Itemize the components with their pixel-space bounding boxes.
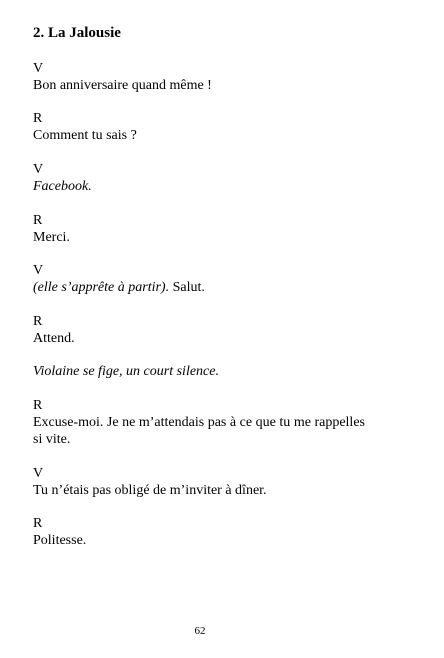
dialogue-line xyxy=(33,279,205,296)
dialogue-line-italic: Facebook. xyxy=(33,179,92,194)
dialogue-text: Salut. xyxy=(169,280,205,295)
section-title: 2. La Jalousie xyxy=(33,25,121,41)
speaker-label: V xyxy=(33,61,44,76)
speaker-label: R xyxy=(33,516,43,531)
dialogue-line: Politesse. xyxy=(33,533,87,548)
dialogue-line: Comment tu sais ? xyxy=(33,128,137,143)
dialogue-line: Bon anniversaire quand même ! xyxy=(33,78,212,93)
speaker-label: R xyxy=(33,111,43,126)
stage-direction: Violaine se fige, un court silence. xyxy=(33,364,219,379)
dialogue-paragraph: Excuse-moi. Je ne m’attendais pas à ce que tu me rappelles si vite. xyxy=(33,415,365,447)
dialogue-line: Tu n’étais pas obligé de m’inviter à dîner. xyxy=(33,483,267,498)
dialogue-line: Merci. xyxy=(33,230,70,245)
speaker-label: V xyxy=(33,162,44,177)
dialogue-line: Attend. xyxy=(33,331,75,346)
speaker-label: R xyxy=(33,213,43,228)
speaker-label: R xyxy=(33,398,43,413)
stage-direction-inline: (elle s’apprête à partir). xyxy=(33,280,170,295)
speaker-label: V xyxy=(33,263,44,278)
speaker-label: V xyxy=(33,466,44,481)
speaker-label: R xyxy=(33,314,43,329)
page-number: 62 xyxy=(194,625,206,637)
